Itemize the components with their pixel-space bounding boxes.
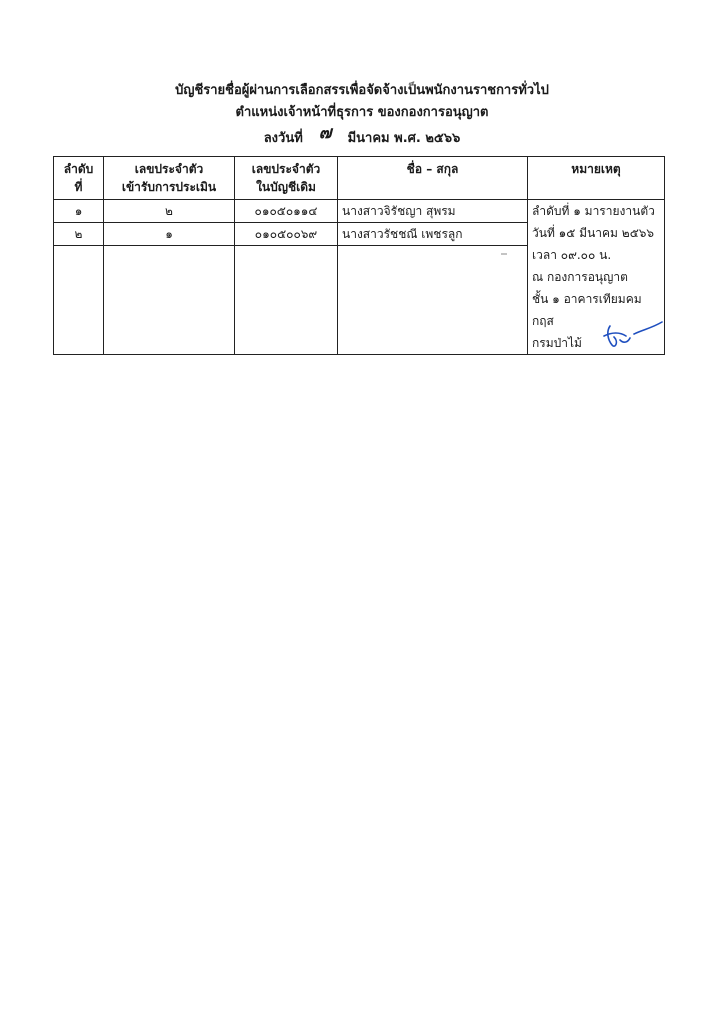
cell-assess-id: ๒	[104, 200, 235, 223]
cell-name: นางสาวจิรัชญา สุพรม	[338, 200, 528, 223]
signature-mark	[598, 318, 664, 352]
remark-line: ลำดับที่ ๑ มารายงานตัว	[532, 204, 655, 218]
stray-mark	[500, 252, 508, 256]
empty-cell	[338, 246, 528, 355]
cell-assess-id: ๑	[104, 223, 235, 246]
empty-cell	[104, 246, 235, 355]
remark-line: เวลา ๐๙.๐๐ น.	[532, 248, 612, 262]
date-day: ๗	[318, 123, 332, 143]
position-subtitle: ตำแหน่งเจ้าหน้าที่ธุรการ ของกองการอนุญาต	[235, 105, 489, 120]
date-rest: มีนาคม พ.ศ. ๒๕๖๖	[347, 131, 461, 146]
empty-cell	[54, 246, 104, 355]
header-assess-id: เลขประจำตัว เข้ารับการประเมิน	[104, 157, 235, 200]
header-name: ชื่อ – สกุล	[338, 157, 528, 200]
empty-cell	[235, 246, 338, 355]
table-row	[54, 200, 665, 223]
remark-line: ชั้น ๑ อาคารเทียมคมกฤส	[532, 292, 642, 328]
table-header-row	[54, 157, 665, 200]
remark-line: วันที่ ๑๕ มีนาคม ๒๕๖๖	[532, 226, 655, 240]
cell-orig-id: ๐๑๐๕๐๑๑๔	[235, 200, 338, 223]
cell-order: ๑	[54, 200, 104, 223]
header-orig-id: เลขประจำตัว ในบัญชีเดิม	[235, 157, 338, 200]
cell-orig-id: ๐๑๐๕๐๐๖๙	[235, 223, 338, 246]
document-title: บัญชีรายชื่อผู้ผ่านการเลือกสรรเพื่อจัดจ้างเป็นพนักงานราชการทั่วไป	[175, 83, 549, 98]
cell-order: ๒	[54, 223, 104, 246]
cell-name: นางสาวรัชชณี เพชรลูก	[338, 223, 528, 246]
document-date	[0, 123, 724, 150]
header-order: ลำดับ ที่	[54, 157, 104, 200]
remark-line: กรมป่าไม้	[532, 336, 582, 350]
header-remark: หมายเหตุ	[528, 157, 665, 200]
candidate-table	[53, 156, 665, 355]
remark-line: ณ กองการอนุญาต	[532, 270, 628, 284]
date-prefix: ลงวันที่	[263, 131, 303, 146]
